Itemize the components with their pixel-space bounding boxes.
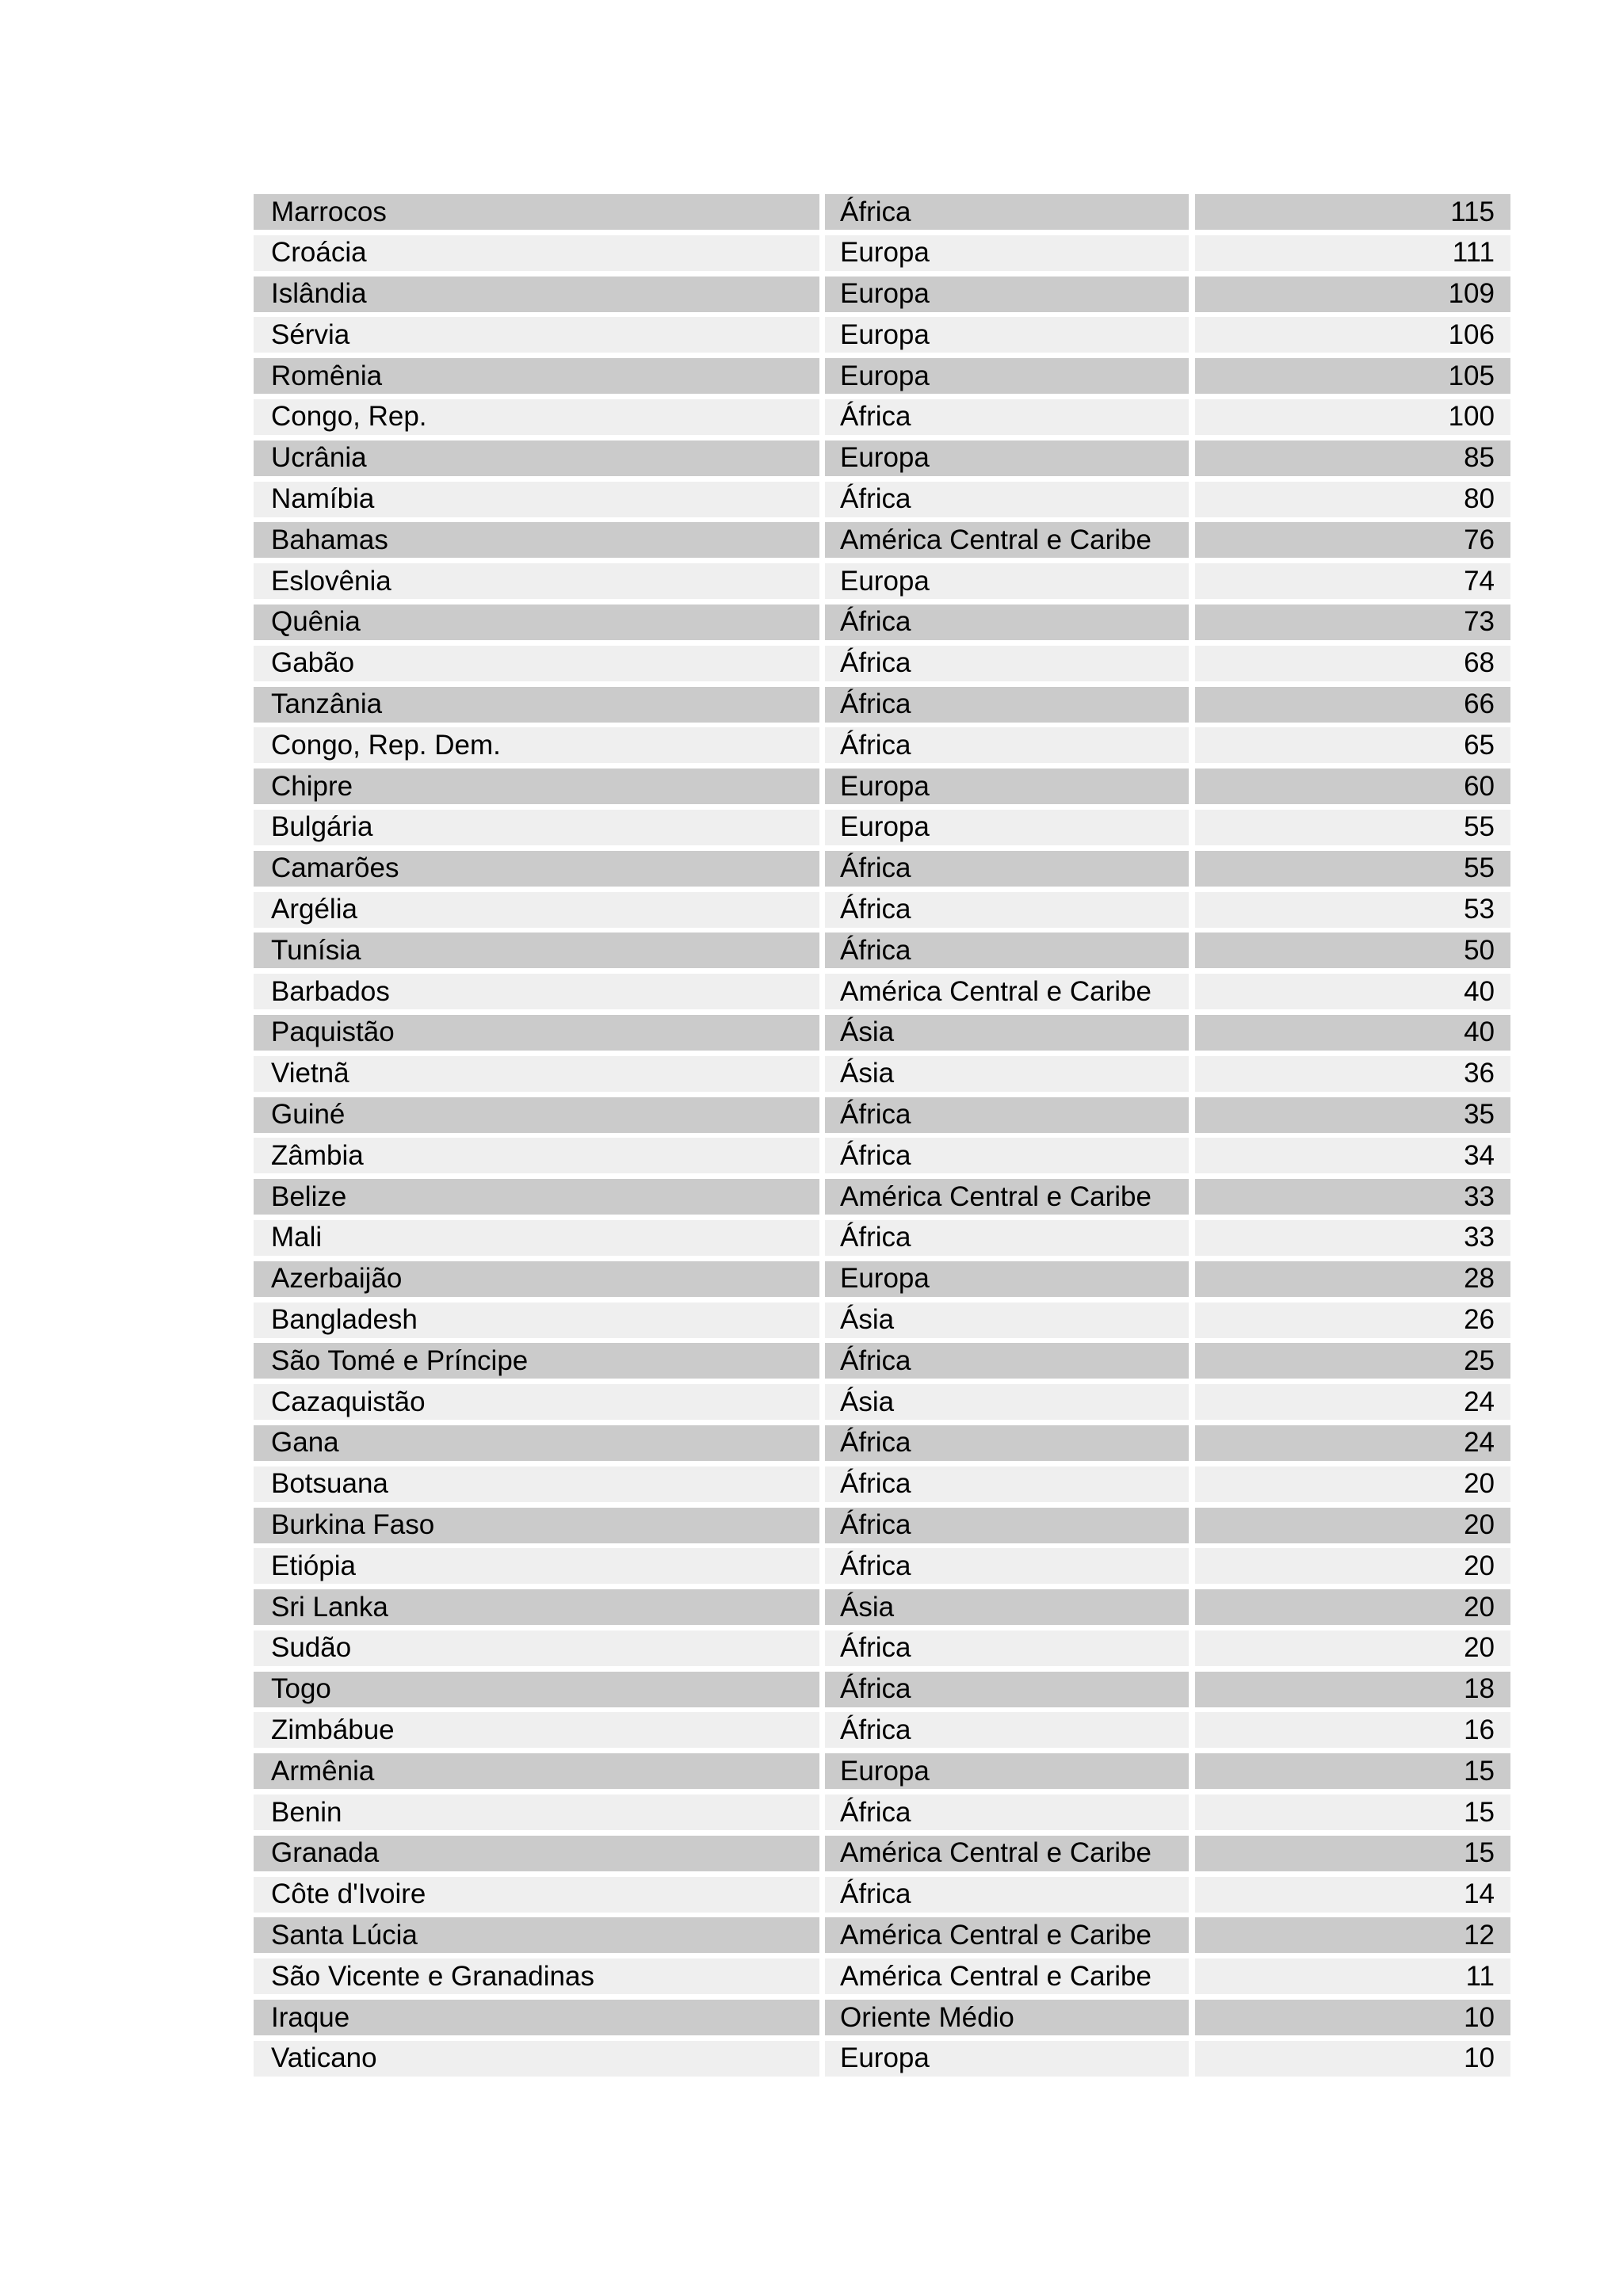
table-row — [254, 1956, 1510, 1997]
country-cell: São Tomé e Príncipe — [254, 1343, 819, 1379]
value-cell: 40 — [1195, 1015, 1510, 1051]
table-row — [254, 1628, 1510, 1669]
value-cell: 100 — [1195, 399, 1510, 435]
table-row — [254, 438, 1510, 479]
table-row — [254, 1095, 1510, 1136]
country-cell: Iraque — [254, 2000, 819, 2035]
value-cell: 50 — [1195, 933, 1510, 968]
region-cell: Europa — [825, 441, 1189, 476]
country-cell: Santa Lúcia — [254, 1917, 819, 1953]
value-cell: 11 — [1195, 1958, 1510, 1994]
value-cell: 40 — [1195, 974, 1510, 1009]
country-cell: Sri Lanka — [254, 1589, 819, 1625]
country-cell: Vietnã — [254, 1056, 819, 1092]
table-row — [254, 1464, 1510, 1505]
country-cell: Namíbia — [254, 482, 819, 517]
value-cell: 15 — [1195, 1836, 1510, 1871]
value-cell: 53 — [1195, 892, 1510, 928]
value-cell: 33 — [1195, 1220, 1510, 1256]
country-cell: Granada — [254, 1836, 819, 1871]
value-cell: 60 — [1195, 769, 1510, 804]
value-cell: 15 — [1195, 1794, 1510, 1830]
value-cell: 18 — [1195, 1672, 1510, 1707]
table-row — [254, 397, 1510, 438]
country-cell: Sudão — [254, 1630, 819, 1666]
region-cell: Europa — [825, 235, 1189, 271]
table-row — [254, 1792, 1510, 1833]
country-cell: Azerbaijão — [254, 1261, 819, 1297]
region-cell: Europa — [825, 1753, 1189, 1789]
country-cell: Argélia — [254, 892, 819, 928]
region-cell: Ásia — [825, 1589, 1189, 1625]
value-cell: 76 — [1195, 522, 1510, 558]
value-cell: 111 — [1195, 235, 1510, 271]
table-row — [254, 1135, 1510, 1177]
table-row — [254, 1751, 1510, 1792]
country-cell: Barbados — [254, 974, 819, 1009]
country-cell: Bahamas — [254, 522, 819, 558]
region-cell: Europa — [825, 358, 1189, 394]
region-cell: África — [825, 605, 1189, 640]
value-cell: 10 — [1195, 2000, 1510, 2035]
value-cell: 85 — [1195, 441, 1510, 476]
country-cell: Marrocos — [254, 194, 819, 230]
region-cell: África — [825, 851, 1189, 887]
country-cell: Tunísia — [254, 933, 819, 968]
country-cell: Cazaquistão — [254, 1384, 819, 1420]
table-row — [254, 1341, 1510, 1382]
value-cell: 106 — [1195, 317, 1510, 353]
table-row — [254, 766, 1510, 807]
region-cell: Europa — [825, 563, 1189, 599]
region-cell: América Central e Caribe — [825, 974, 1189, 1009]
value-cell: 20 — [1195, 1508, 1510, 1543]
region-cell: África — [825, 194, 1189, 230]
region-cell: África — [825, 1425, 1189, 1461]
region-cell: América Central e Caribe — [825, 1836, 1189, 1871]
value-cell: 16 — [1195, 1712, 1510, 1748]
region-cell: África — [825, 892, 1189, 928]
table-row — [254, 520, 1510, 561]
country-cell: Benin — [254, 1794, 819, 1830]
value-cell: 20 — [1195, 1589, 1510, 1625]
value-cell: 15 — [1195, 1753, 1510, 1789]
region-cell: África — [825, 1672, 1189, 1707]
country-cell: Congo, Rep. — [254, 399, 819, 435]
region-cell: África — [825, 1138, 1189, 1173]
value-cell: 55 — [1195, 851, 1510, 887]
value-cell: 26 — [1195, 1302, 1510, 1338]
country-cell: Sérvia — [254, 317, 819, 353]
region-cell: África — [825, 1343, 1189, 1379]
value-cell: 10 — [1195, 2041, 1510, 2077]
table-row — [254, 971, 1510, 1013]
value-cell: 20 — [1195, 1630, 1510, 1666]
country-cell: Togo — [254, 1672, 819, 1707]
value-cell: 35 — [1195, 1097, 1510, 1133]
table-row — [254, 1218, 1510, 1259]
region-cell: África — [825, 687, 1189, 723]
value-cell: 36 — [1195, 1056, 1510, 1092]
value-cell: 74 — [1195, 563, 1510, 599]
region-cell: África — [825, 482, 1189, 517]
country-cell: Gabão — [254, 646, 819, 681]
value-cell: 66 — [1195, 687, 1510, 723]
region-cell: África — [825, 1466, 1189, 1502]
country-cell: Vaticano — [254, 2041, 819, 2077]
table-row — [254, 685, 1510, 726]
country-cell: Botsuana — [254, 1466, 819, 1502]
country-cell: Camarões — [254, 851, 819, 887]
table-row — [254, 2039, 1510, 2080]
value-cell: 115 — [1195, 194, 1510, 230]
country-cell: Paquistão — [254, 1015, 819, 1051]
table-row — [254, 233, 1510, 274]
region-cell: África — [825, 1097, 1189, 1133]
table-row — [254, 1669, 1510, 1711]
value-cell: 105 — [1195, 358, 1510, 394]
table-row — [254, 930, 1510, 971]
country-cell: Burkina Faso — [254, 1508, 819, 1543]
table-row — [254, 1054, 1510, 1095]
value-cell: 20 — [1195, 1548, 1510, 1584]
region-cell: Europa — [825, 277, 1189, 312]
region-cell: Europa — [825, 810, 1189, 845]
region-cell: África — [825, 1877, 1189, 1913]
value-cell: 34 — [1195, 1138, 1510, 1173]
table-row — [254, 561, 1510, 602]
table-row — [254, 1259, 1510, 1300]
table-row — [254, 1177, 1510, 1218]
table-row — [254, 725, 1510, 766]
table-row — [254, 356, 1510, 397]
country-cell: Quênia — [254, 605, 819, 640]
table-row — [254, 849, 1510, 890]
region-cell: África — [825, 727, 1189, 763]
country-cell: Islândia — [254, 277, 819, 312]
value-cell: 24 — [1195, 1384, 1510, 1420]
country-cell: Etiópia — [254, 1548, 819, 1584]
table-row — [254, 1587, 1510, 1628]
region-cell: África — [825, 1712, 1189, 1748]
value-cell: 14 — [1195, 1877, 1510, 1913]
region-cell: África — [825, 399, 1189, 435]
table-row — [254, 315, 1510, 356]
region-cell: Europa — [825, 1261, 1189, 1297]
value-cell: 24 — [1195, 1425, 1510, 1461]
country-cell: Tanzânia — [254, 687, 819, 723]
region-cell: Ásia — [825, 1384, 1189, 1420]
table-row — [254, 1833, 1510, 1875]
region-cell: América Central e Caribe — [825, 1917, 1189, 1953]
country-cell: Armênia — [254, 1753, 819, 1789]
table-row — [254, 479, 1510, 521]
region-cell: África — [825, 1548, 1189, 1584]
country-cell: Croácia — [254, 235, 819, 271]
region-cell: Ásia — [825, 1056, 1189, 1092]
country-cell: Belize — [254, 1179, 819, 1215]
country-cell: Congo, Rep. Dem. — [254, 727, 819, 763]
region-cell: África — [825, 1508, 1189, 1543]
region-cell: África — [825, 1630, 1189, 1666]
value-cell: 33 — [1195, 1179, 1510, 1215]
country-cell: São Vicente e Granadinas — [254, 1958, 819, 1994]
country-cell: Mali — [254, 1220, 819, 1256]
table-row — [254, 1505, 1510, 1547]
country-cell: Romênia — [254, 358, 819, 394]
country-cell: Ucrânia — [254, 441, 819, 476]
country-cell: Eslovênia — [254, 563, 819, 599]
country-cell: Chipre — [254, 769, 819, 804]
country-cell: Zimbábue — [254, 1712, 819, 1748]
table-row — [254, 1710, 1510, 1751]
country-cell: Côte d'Ivoire — [254, 1877, 819, 1913]
value-cell: 68 — [1195, 646, 1510, 681]
table-row — [254, 1382, 1510, 1423]
table-row — [254, 1013, 1510, 1054]
country-cell: Zâmbia — [254, 1138, 819, 1173]
region-cell: África — [825, 646, 1189, 681]
table-row — [254, 1300, 1510, 1341]
region-cell: África — [825, 933, 1189, 968]
table-row — [254, 1423, 1510, 1464]
table-row — [254, 192, 1510, 233]
value-cell: 55 — [1195, 810, 1510, 845]
value-cell: 73 — [1195, 605, 1510, 640]
region-cell: África — [825, 1220, 1189, 1256]
country-cell: Guiné — [254, 1097, 819, 1133]
value-cell: 80 — [1195, 482, 1510, 517]
region-cell: América Central e Caribe — [825, 1179, 1189, 1215]
region-cell: Europa — [825, 2041, 1189, 2077]
region-cell: África — [825, 1794, 1189, 1830]
country-cell: Bangladesh — [254, 1302, 819, 1338]
region-cell: Ásia — [825, 1302, 1189, 1338]
value-cell: 28 — [1195, 1261, 1510, 1297]
region-cell: Europa — [825, 769, 1189, 804]
value-cell: 65 — [1195, 727, 1510, 763]
value-cell: 12 — [1195, 1917, 1510, 1953]
table-row — [254, 1546, 1510, 1587]
country-cell: Gana — [254, 1425, 819, 1461]
region-cell: América Central e Caribe — [825, 1958, 1189, 1994]
table-row — [254, 1915, 1510, 1956]
country-cell: Bulgária — [254, 810, 819, 845]
value-cell: 20 — [1195, 1466, 1510, 1502]
table-row — [254, 807, 1510, 849]
region-cell: Ásia — [825, 1015, 1189, 1051]
value-cell: 25 — [1195, 1343, 1510, 1379]
table-row — [254, 602, 1510, 643]
table-row — [254, 643, 1510, 685]
region-cell: Europa — [825, 317, 1189, 353]
table-row — [254, 890, 1510, 931]
region-cell: Oriente Médio — [825, 2000, 1189, 2035]
data-table — [254, 192, 1510, 2080]
value-cell: 109 — [1195, 277, 1510, 312]
table-row — [254, 1997, 1510, 2039]
table-row — [254, 1875, 1510, 1916]
region-cell: América Central e Caribe — [825, 522, 1189, 558]
table-row — [254, 274, 1510, 315]
